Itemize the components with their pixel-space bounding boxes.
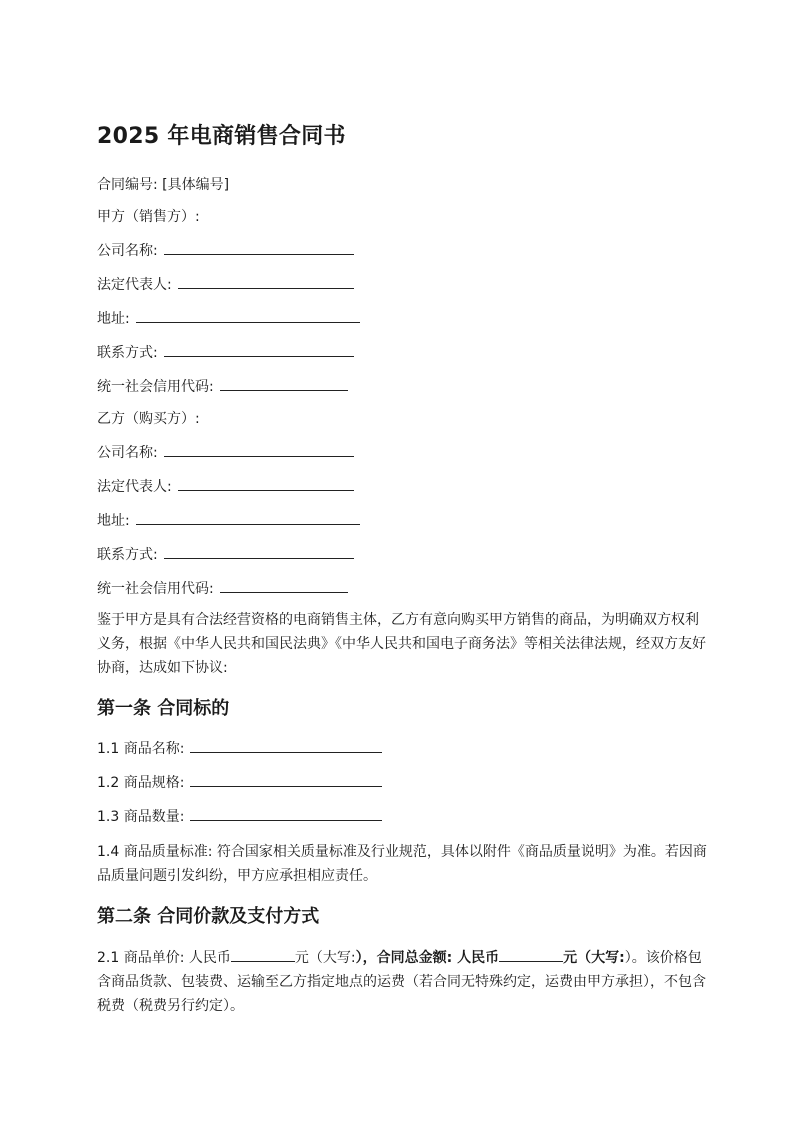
blank-line xyxy=(220,376,348,391)
party-b-company-name: 公司名称: xyxy=(97,442,707,463)
item-1-3: 1.3 商品数量: xyxy=(97,806,707,827)
party-b-address: 地址: xyxy=(97,510,707,531)
blank-line xyxy=(164,342,354,357)
blank-line xyxy=(499,947,563,962)
section-1-heading: 第一条 合同标的 xyxy=(97,698,230,719)
party-a-heading: 甲方（销售方）: xyxy=(97,209,200,225)
blank-line xyxy=(136,510,360,525)
preamble: 鉴于甲方是具有合法经营资格的电商销售主体，乙方有意向购买甲方销售的商品，为明确双方权利义务，根据《中华人民共和国民法典》《中华人民共和国电子商务法》等相关法律法规，经双方友好协商，达成如下协议: xyxy=(97,612,706,676)
party-a-legal-rep: 法定代表人: xyxy=(97,274,707,295)
item-1-1: 1.1 商品名称: xyxy=(97,738,707,759)
item-2-1: 2.1 商品单价: 人民币 元（大写:），合同总金额: 人民币 元（大写:）。该价格包含商品货款、包装费、运输至乙方指定地点的运费（若合同无特殊约定，运费由甲方承担），不包含税费（税费另行约定）。 xyxy=(97,946,707,1018)
contract-number: 合同编号: [具体编号] xyxy=(97,177,230,193)
party-a-company-name: 公司名称: xyxy=(97,240,707,261)
blank-line xyxy=(190,806,382,821)
party-b-contact: 联系方式: xyxy=(97,544,707,565)
party-b-legal-rep: 法定代表人: xyxy=(97,476,707,497)
party-a-address: 地址: xyxy=(97,308,707,329)
blank-line xyxy=(220,578,348,593)
blank-line xyxy=(190,738,382,753)
party-a-credit-code: 统一社会信用代码: xyxy=(97,376,707,397)
party-b-credit-code: 统一社会信用代码: xyxy=(97,578,707,599)
party-a-contact: 联系方式: xyxy=(97,342,707,363)
blank-line xyxy=(190,772,382,787)
blank-line xyxy=(164,240,354,255)
document-title: 2025 年电商销售合同书 xyxy=(97,124,346,149)
blank-line xyxy=(136,308,360,323)
blank-line xyxy=(178,476,354,491)
document-body xyxy=(97,120,707,1028)
item-1-2: 1.2 商品规格: xyxy=(97,772,707,793)
party-b-heading: 乙方（购买方）: xyxy=(97,411,200,427)
blank-line xyxy=(164,442,354,457)
section-2-heading: 第二条 合同价款及支付方式 xyxy=(97,906,320,927)
blank-line xyxy=(164,544,354,559)
blank-line xyxy=(178,274,354,289)
blank-line xyxy=(231,947,295,962)
item-1-4: 1.4 商品质量标准: 符合国家相关质量标准及行业规范，具体以附件《商品质量说明》为准。若因商品质量问题引发纠纷，甲方应承担相应责任。 xyxy=(97,844,707,884)
